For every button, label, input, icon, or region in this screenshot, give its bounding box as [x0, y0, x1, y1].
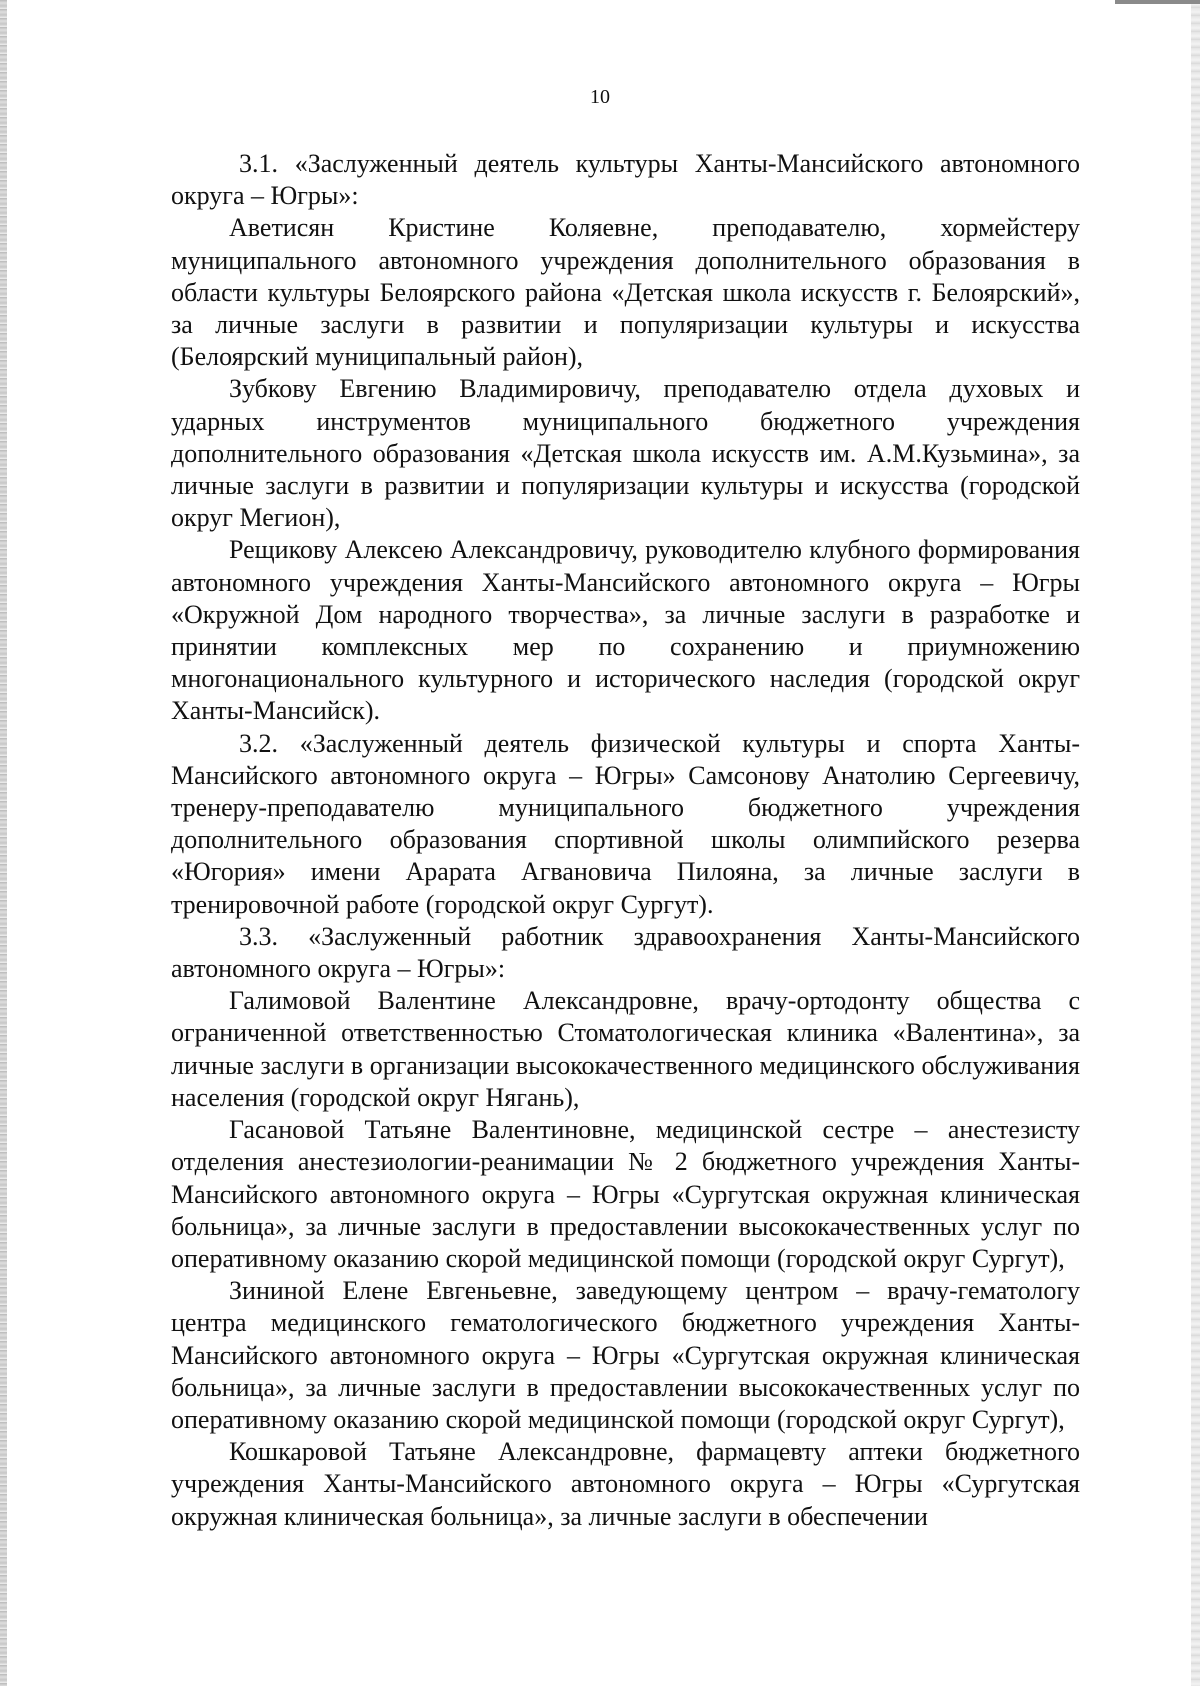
section-3-3-heading: 3.3. «Заслуженный работник здравоохранения Ханты-Мансийского автономного округа – Югры»: [171, 921, 1080, 984]
document-body [171, 148, 1080, 1533]
award-entry-avetisyan: Аветисян Кристине Коляевне, преподавателю, хормейстеру муниципального автономного учреждения дополнительного образования в области культуры Белоярского района «Детская школа искусств г. Белоярский», за личные заслуги в развитии и популяризации культуры и искусства (Белоярский муниципальный район), [171, 213, 1080, 372]
scan-corner-mark [1115, 0, 1200, 4]
award-entry-zubkov: Зубкову Евгению Владимировичу, преподавателю отдела духовых и ударных инструментов муниципального бюджетного учреждения дополнительного образования «Детская школа искусств им. А.М.Кузьмина», за личные заслуги в развитии и популяризации культуры и искусства (городской округ Мегион), [171, 374, 1080, 533]
section-3-1-heading: 3.1. «Заслуженный деятель культуры Ханты-Мансийского автономного округа – Югры»: [171, 149, 1080, 211]
award-entry-koshkarova: Кошкаровой Татьяне Александровне, фармацевту аптеки бюджетного учреждения Ханты-Мансийского автономного округа – Югры «Сургутская окружная клиническая больница», за личные заслуги в обеспечении [171, 1437, 1080, 1531]
scan-edge-left [0, 0, 7, 1686]
award-entry-reshchikov: Рещикову Алексею Александровичу, руководителю клубного формирования автономного учреждения Ханты-Мансийского автономного округа – Югры «Окружной Дом народного творчества», за личные заслуги в разработке и принятии комплексных мер по сохранению и приумножению многонационального культурного и исторического наследия (городской округ Ханты-Мансийск). [171, 535, 1080, 726]
page-number: 10 [590, 86, 610, 108]
award-entry-zinina: Зининой Елене Евгеньевне, заведующему центром – врачу-гематологу центра медицинского гематологического бюджетного учреждения Ханты-Мансийского автономного округа – Югры «Сургутская окружная клиническая больница», за личные заслуги в предоставлении высококачественных услуг по оперативному оказанию скорой медицинской помощи (городской округ Сургут), [171, 1276, 1080, 1434]
scan-edge-right [1191, 0, 1200, 1686]
award-entry-gasanova: Гасановой Татьяне Валентиновне, медицинской сестре – анестезисту отделения анестезиологии-реанимации № 2 бюджетного учреждения Ханты-Мансийского автономного округа – Югры «Сургутская окружная клиническая больница», за личные заслуги в предоставлении высококачественных услуг по оперативному оказанию скорой медицинской помощи (городской округ Сургут), [171, 1115, 1080, 1273]
section-3-2-entry: 3.2. «Заслуженный деятель физической культуры и спорта Ханты-Мансийского автономного округа – Югры» Самсонову Анатолию Сергеевичу, тренеру-преподавателю муниципального бюджетного учреждения дополнительного образования спортивной школы олимпийского резерва «Югория» имени Арарата Агвановича Пилояна, за личные заслуги в тренировочной работе (городской округ Сургут). [171, 728, 1080, 919]
award-entry-galimova: Галимовой Валентине Александровне, врачу-ортодонту общества с ограниченной ответственностью Стоматологическая клиника «Валентина», за личные заслуги в организации высококачественного медицинского обслуживания населения (городской округ Нягань), [171, 986, 1080, 1112]
